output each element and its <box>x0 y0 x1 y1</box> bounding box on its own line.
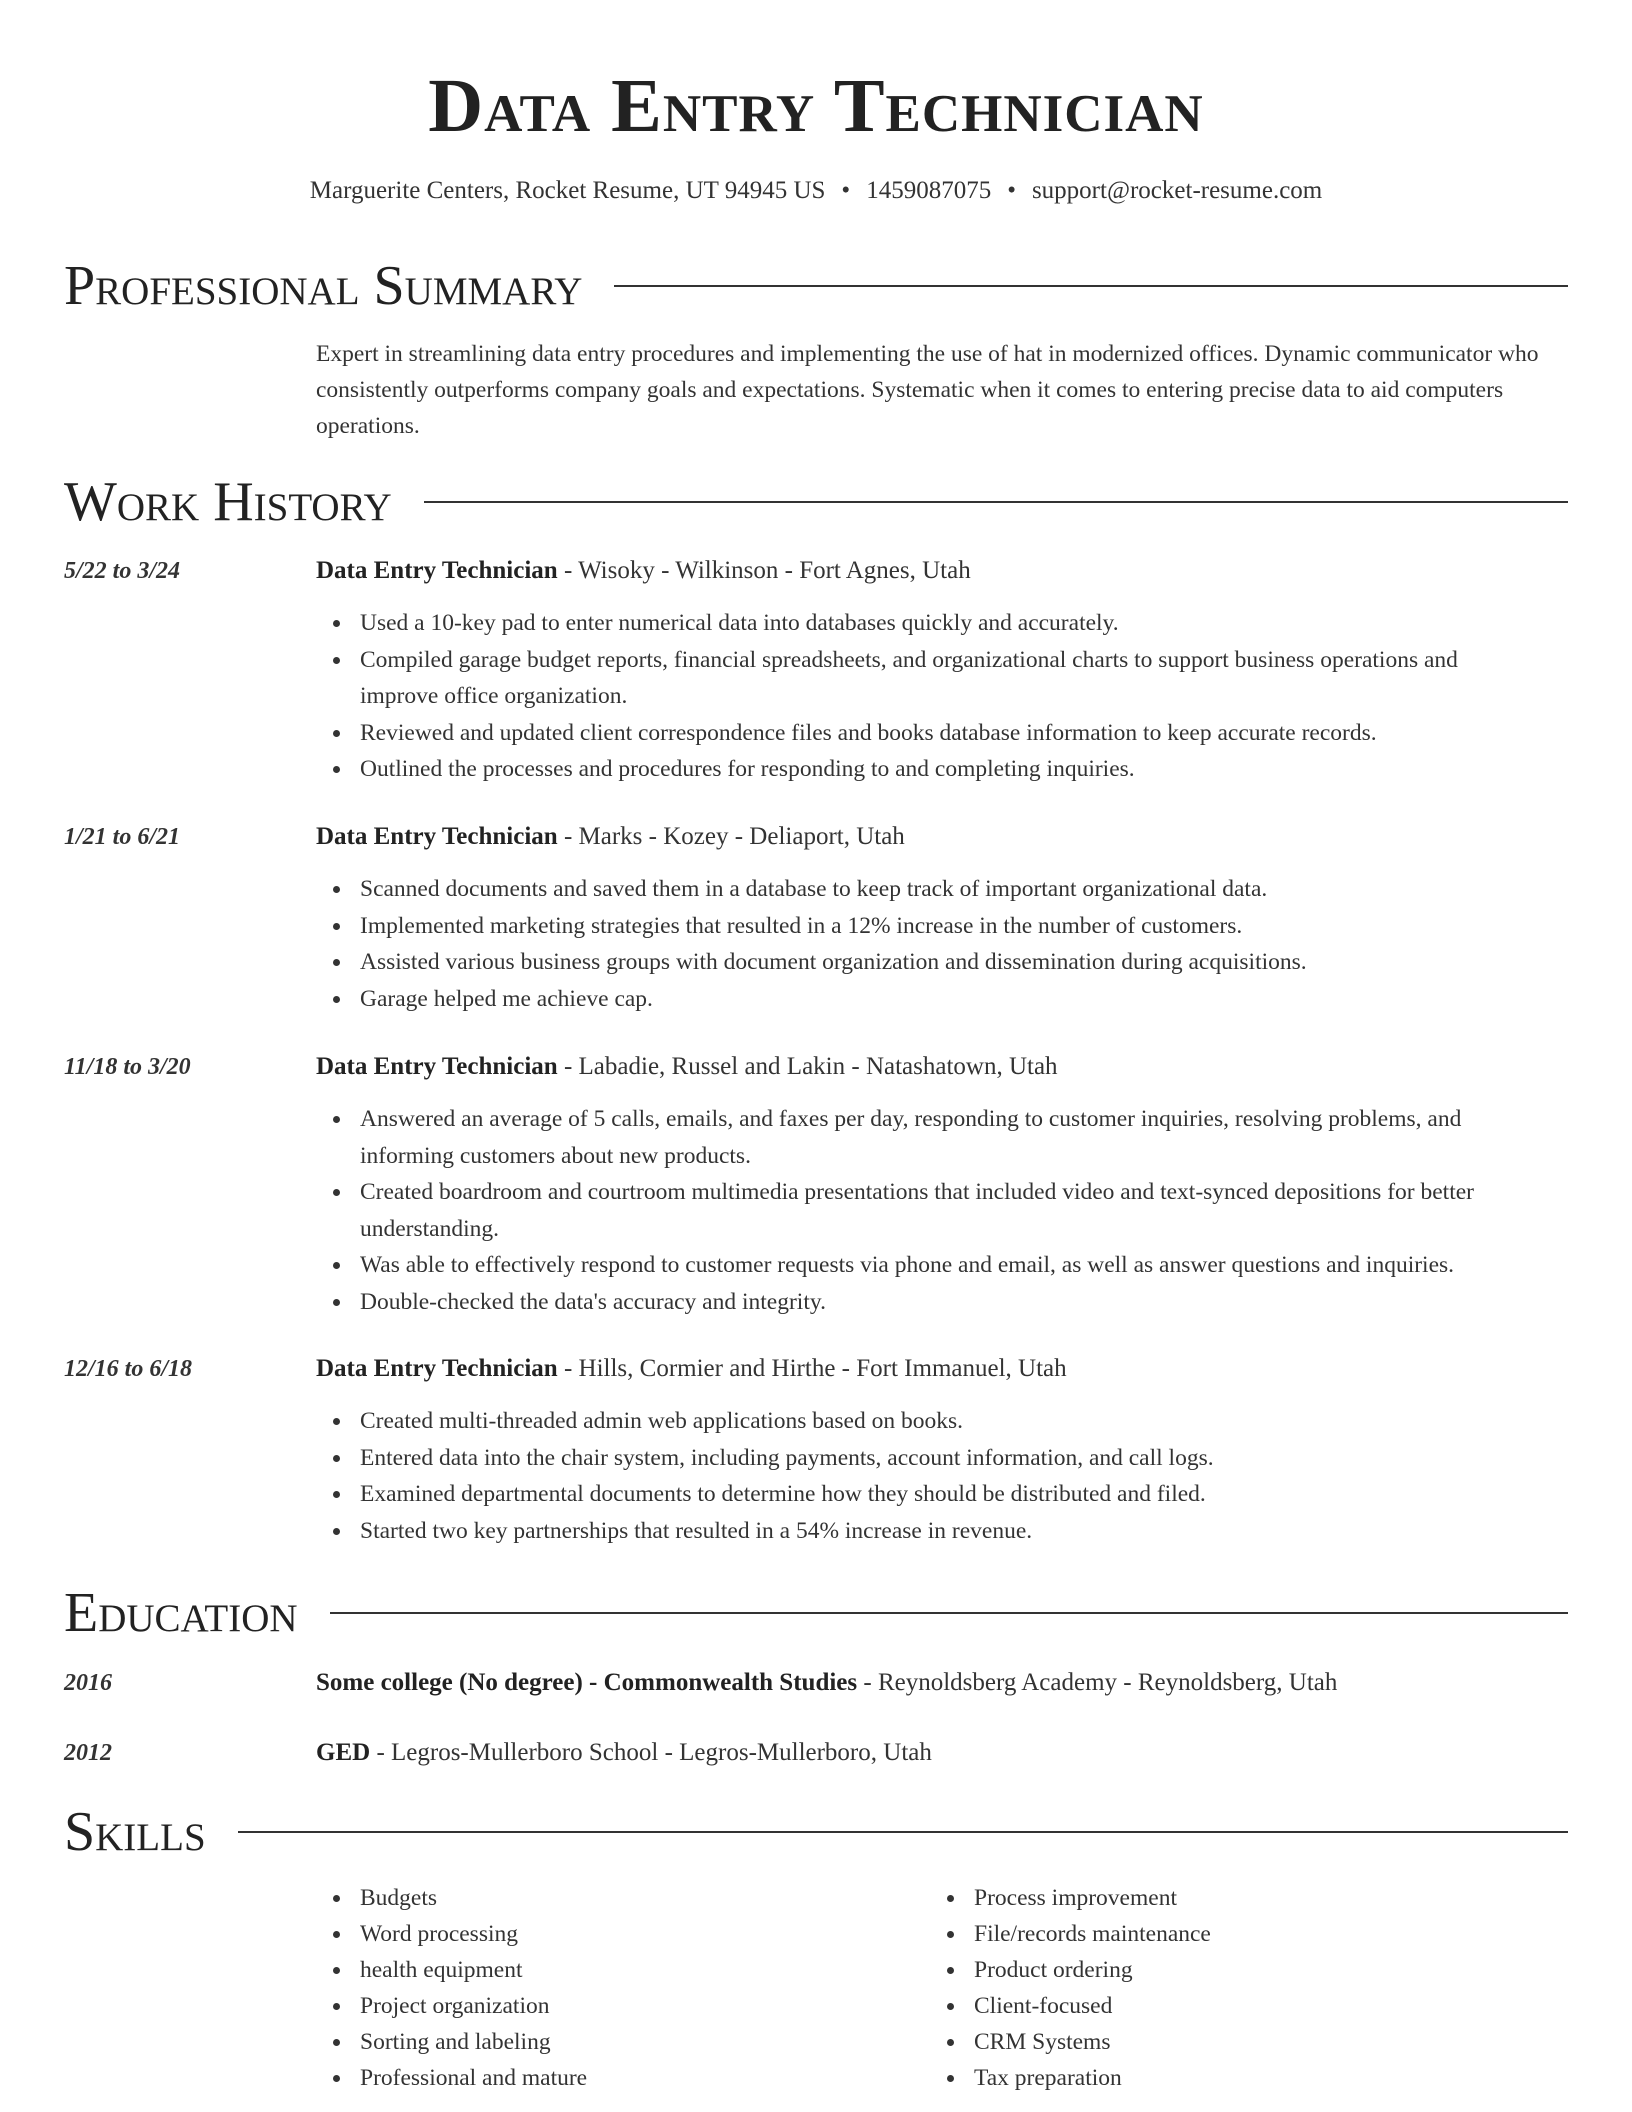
section-summary-header <box>64 251 1568 321</box>
section-divider <box>614 285 1568 287</box>
education-details: - Legros-Mullerboro School - Legros-Mullerboro, Utah <box>370 1739 932 1766</box>
job-bullet: Assisted various business groups with document organization and dissemination during acquisitions. <box>316 944 1516 981</box>
skill-item: Project organization <box>316 1988 876 2024</box>
job-role: Data Entry Technician <box>316 557 558 584</box>
job-bullet: Used a 10-key pad to enter numerical data into databases quickly and accurately. <box>316 605 1516 642</box>
job-bullet: Created boardroom and courtroom multimedia presentations that included video and text-synced depositions for better understanding. <box>316 1174 1516 1247</box>
job-bullet: Examined departmental documents to determine how they should be distributed and filed. <box>316 1476 1516 1513</box>
section-title: Work History <box>64 471 392 533</box>
section-divider <box>238 1831 1568 1833</box>
contact-phone: 1459087075 <box>866 177 992 204</box>
education-degree: Some college (No degree) - Commonwealth Studies <box>316 1669 858 1696</box>
skill-item: Word processing <box>316 1916 876 1952</box>
education-degree: GED <box>316 1739 371 1766</box>
section-title: Skills <box>64 1801 206 1863</box>
job-bullet: Implemented marketing strategies that resulted in a 12% increase in the number of customers. <box>316 908 1516 945</box>
skill-item: Sorting and labeling <box>316 2024 876 2060</box>
job-details: - Hills, Cormier and Hirthe - Fort Immanuel, Utah <box>557 1355 1067 1382</box>
job-heading <box>316 819 1568 855</box>
skill-item: Client-focused <box>930 1988 1490 2024</box>
job-bullet: Compiled garage budget reports, financial spreadsheets, and organizational charts to support business operations and improve office organization. <box>316 642 1516 715</box>
contact-line <box>64 174 1568 208</box>
education-details: - Reynoldsberg Academy - Reynoldsberg, Utah <box>857 1669 1338 1696</box>
skill-item: Tax preparation <box>930 2060 1490 2096</box>
job-details: - Marks - Kozey - Deliaport, Utah <box>557 823 905 850</box>
contact-separator: • <box>1007 177 1016 204</box>
education-heading <box>316 1665 1568 1701</box>
skills-list-right <box>930 1880 1490 2096</box>
skill-item: Budgets <box>316 1880 876 1916</box>
job-role: Data Entry Technician <box>316 1053 558 1080</box>
job-bullet: Entered data into the chair system, including payments, account information, and call logs. <box>316 1440 1516 1477</box>
summary-text: Expert in streamlining data entry procedures and implementing the use of hat in modernized offices. Dynamic communicator who consistently outperforms company goals and expectations. Systematic when it comes to entering precise data to aid computers operations. <box>316 341 1539 439</box>
job-details: - Wisoky - Wilkinson - Fort Agnes, Utah <box>557 557 971 584</box>
job-role: Data Entry Technician <box>316 823 558 850</box>
skill-item: File/records maintenance <box>930 1916 1490 1952</box>
skill-item: health equipment <box>316 1952 876 1988</box>
contact-email: support@rocket-resume.com <box>1031 177 1323 204</box>
job-bullets <box>316 1403 1516 1549</box>
contact-address: Marguerite Centers, Rocket Resume, UT 94945 US <box>309 177 826 204</box>
job-bullets <box>316 605 1516 788</box>
job-dates: 5/22 to 3/24 <box>64 558 181 584</box>
job-details: - Labadie, Russel and Lakin - Natashatown, Utah <box>557 1053 1058 1080</box>
skill-item: Product ordering <box>930 1952 1490 1988</box>
job-bullet: Answered an average of 5 calls, emails, and faxes per day, responding to customer inquiries, resolving problems, and informing customers about new products. <box>316 1101 1516 1174</box>
education-heading <box>316 1735 1568 1771</box>
education-year: 2016 <box>64 1670 112 1696</box>
job-bullet: Created multi-threaded admin web applications based on books. <box>316 1403 1516 1440</box>
job-bullets <box>316 871 1516 1017</box>
job-bullets <box>316 1101 1516 1320</box>
skills-list-left <box>316 1880 876 2096</box>
section-divider <box>330 1612 1568 1614</box>
job-bullet: Started two key partnerships that resulted in a 54% increase in revenue. <box>316 1513 1516 1550</box>
job-bullet: Double-checked the data's accuracy and integrity. <box>316 1284 1516 1321</box>
job-bullet: Outlined the processes and procedures for responding to and completing inquiries. <box>316 751 1516 788</box>
job-dates: 11/18 to 3/20 <box>64 1054 191 1080</box>
job-bullet: Was able to effectively respond to customer requests via phone and email, as well as answer questions and inquiries. <box>316 1247 1516 1284</box>
job-heading <box>316 553 1568 589</box>
section-title: Professional Summary <box>64 255 583 317</box>
job-bullet: Scanned documents and saved them in a database to keep track of important organizational data. <box>316 871 1516 908</box>
job-bullet: Reviewed and updated client correspondence files and books database information to keep accurate records. <box>316 715 1516 752</box>
job-dates: 1/21 to 6/21 <box>64 824 181 850</box>
candidate-name: Data Entry Technician <box>428 64 1204 148</box>
contact-separator: • <box>841 177 851 204</box>
section-skills-header <box>64 1797 1568 1867</box>
section-education-header <box>64 1578 1568 1648</box>
section-work-header <box>64 467 1568 537</box>
education-year: 2012 <box>64 1740 112 1766</box>
job-dates: 12/16 to 6/18 <box>64 1356 193 1382</box>
section-divider <box>424 501 1568 503</box>
section-title: Education <box>64 1582 298 1644</box>
job-bullet: Garage helped me achieve cap. <box>316 981 1516 1018</box>
skill-item: Professional and mature <box>316 2060 876 2096</box>
job-heading <box>316 1049 1568 1085</box>
skill-item: Process improvement <box>930 1880 1490 1916</box>
job-role: Data Entry Technician <box>316 1355 558 1382</box>
job-heading <box>316 1351 1568 1387</box>
skill-item: CRM Systems <box>930 2024 1490 2060</box>
